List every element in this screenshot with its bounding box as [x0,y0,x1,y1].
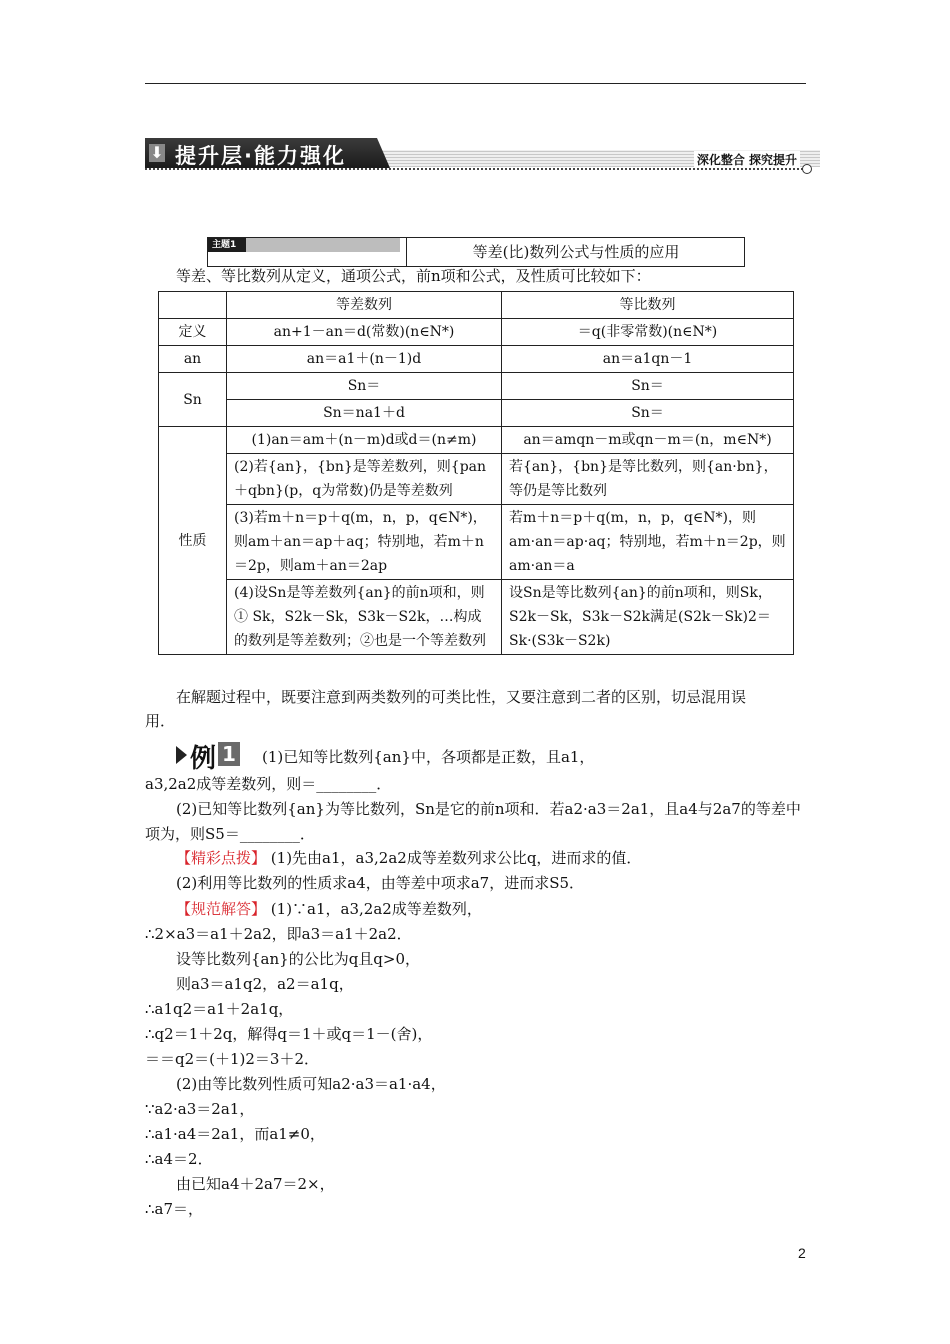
example-badge [176,741,240,774]
example-label: 例 [190,744,217,774]
example-q1-line1: (1)已知等比数列{an}中，各项都是正数，且a1， [262,748,595,766]
solution-line: ∴a7＝， [145,1200,204,1218]
banner-title: 提升层·能力强化 [175,144,346,168]
hint-label: 【精彩点拨】 [176,849,267,867]
solution-line: ∵a2·a3＝2a1， [145,1100,255,1118]
solution-line: ∴a4＝2． [145,1150,213,1168]
solution-label: 【规范解答】 [176,900,267,918]
banner-subtitle: 深化整合 探究提升 [694,151,800,168]
banner-end-dot [802,164,812,174]
solution-line: ∴a1q2＝a1＋2a1q， [145,1000,294,1018]
table-cell: Sn＝ [502,400,794,427]
table-row-property-3 [159,505,794,580]
table-cell: Sn＝ [227,373,502,400]
table-cell: an＝a1qn－1 [502,346,794,373]
hint-line1 [176,846,641,870]
table-cell: (4)设Sn是等差数列{an}的前n项和，则① Sk，S2k－Sk，S3k－S2k，…构成的数列是等差数列；②也是一个等差数列 [227,580,502,655]
topic-tag-label: 主题1 [212,240,237,250]
example-q1-line2: a3,2a2成等差数列，则＝________． [145,775,392,793]
solution-line: ∴a1·a4＝2a1，而a1≠0， [145,1125,325,1143]
table-row-general-term [159,346,794,373]
table-row-property-2 [159,454,794,505]
table-cell [159,292,227,319]
table-row-definition [159,319,794,346]
solution-line: ∴q2＝1＋2q，解得q＝1＋或q＝1－(舍)， [145,1025,433,1043]
table-cell: (3)若m＋n＝p＋q(m，n，p，q∈N*)，则am＋an＝ap＋aq；特别地，若m＋n＝2p，则am＋an＝2ap [227,505,502,580]
hint-line2: (2)利用等比数列的性质求a4，由等差中项求a7，进而求S5． [176,874,585,892]
down-arrow-icon: ⬇ [150,143,164,162]
solution-line: ∴2×a3＝a1＋2a2，即a3＝a1＋2a2． [145,925,412,943]
table-row-sum-1 [159,373,794,400]
hint-text: (1)先由a1，a3,2a2成等差数列求公比q，进而求的值． [270,849,642,867]
example-number: 1 [218,742,240,766]
table-header-arithmetic: 等差数列 [227,292,502,319]
solution-line: 设等比数列{an}的公比为q且q>0， [176,950,421,968]
topic-tag [208,238,400,252]
table-cell: an＝a1＋(n－1)d [227,346,502,373]
table-cell: ＝q(非零常数)(n∈N*) [502,319,794,346]
table-cell: (2)若{an}，{bn}是等差数列，则{pan＋qbn}(p，q为常数)仍是等差数列 [227,454,502,505]
paragraph-line: 用． [145,712,176,730]
solution-first-line [176,897,482,921]
solution-line: 由已知a4＋2a7＝2×， [176,1175,335,1193]
table-cell: Sn [159,373,227,427]
page-number: 2 [798,1245,806,1261]
table-cell: 性质 [159,427,227,655]
example-q2-line2: 项为，则S5＝________． [145,825,315,843]
table-cell: an [159,346,227,373]
table-row-sum-2 [159,400,794,427]
section-banner [145,138,810,174]
table-header-geometric: 等比数列 [502,292,794,319]
comparison-table [158,291,794,655]
table-cell: 定义 [159,319,227,346]
topic-divider [406,238,407,266]
table-cell: 若m＋n＝p＋q(m，n，p，q∈N*)，则am·an＝ap·aq；特别地，若m＋n＝2p，则am·an＝a [502,505,794,580]
topic-header [207,237,745,267]
table-cell: 设Sn是等比数列{an}的前n项和，则Sk，S2k－Sk，S3k－S2k满足(S2k－Sk)2＝Sk·(S3k－S2k) [502,580,794,655]
solution-line: ＝＝q2＝(＋1)2＝3＋2． [145,1050,320,1068]
paragraph-line: 在解题过程中，既要注意到两类数列的可类比性，又要注意到二者的区别，切忌混用误 [176,688,747,706]
solution-text: (1)∵a1，a3,2a2成等差数列， [270,900,482,918]
solution-line: (2)由等比数列性质可知a2·a3＝a1·a4， [176,1075,446,1093]
table-cell: Sn＝na1＋d [227,400,502,427]
table-row-property-1 [159,427,794,454]
table-header-row [159,292,794,319]
table-cell: 若{an}，{bn}是等比数列，则{an·bn}，等仍是等比数列 [502,454,794,505]
table-cell: (1)an＝am＋(n－m)d或d＝(n≠m) [227,427,502,454]
table-row-property-4 [159,580,794,655]
intro-text: 等差、等比数列从定义，通项公式，前n项和公式，及性质可比较如下： [176,267,651,285]
table-cell: an＝amqn－m或qn－m＝(n，m∈N*) [502,427,794,454]
table-cell: Sn＝ [502,373,794,400]
table-cell: an+1－an＝d(常数)(n∈N*) [227,319,502,346]
topic-title: 等差(比)数列公式与性质的应用 [472,243,680,261]
solution-line: 则a3＝a1q2，a2＝a1q， [176,975,354,993]
example-q2-line1: (2)已知等比数列{an}为等比数列，Sn是它的前n项和．若a2·a3＝2a1，且a4与2a7的等差中 [176,800,801,818]
header-rule [145,83,806,84]
triangle-icon [176,746,187,764]
